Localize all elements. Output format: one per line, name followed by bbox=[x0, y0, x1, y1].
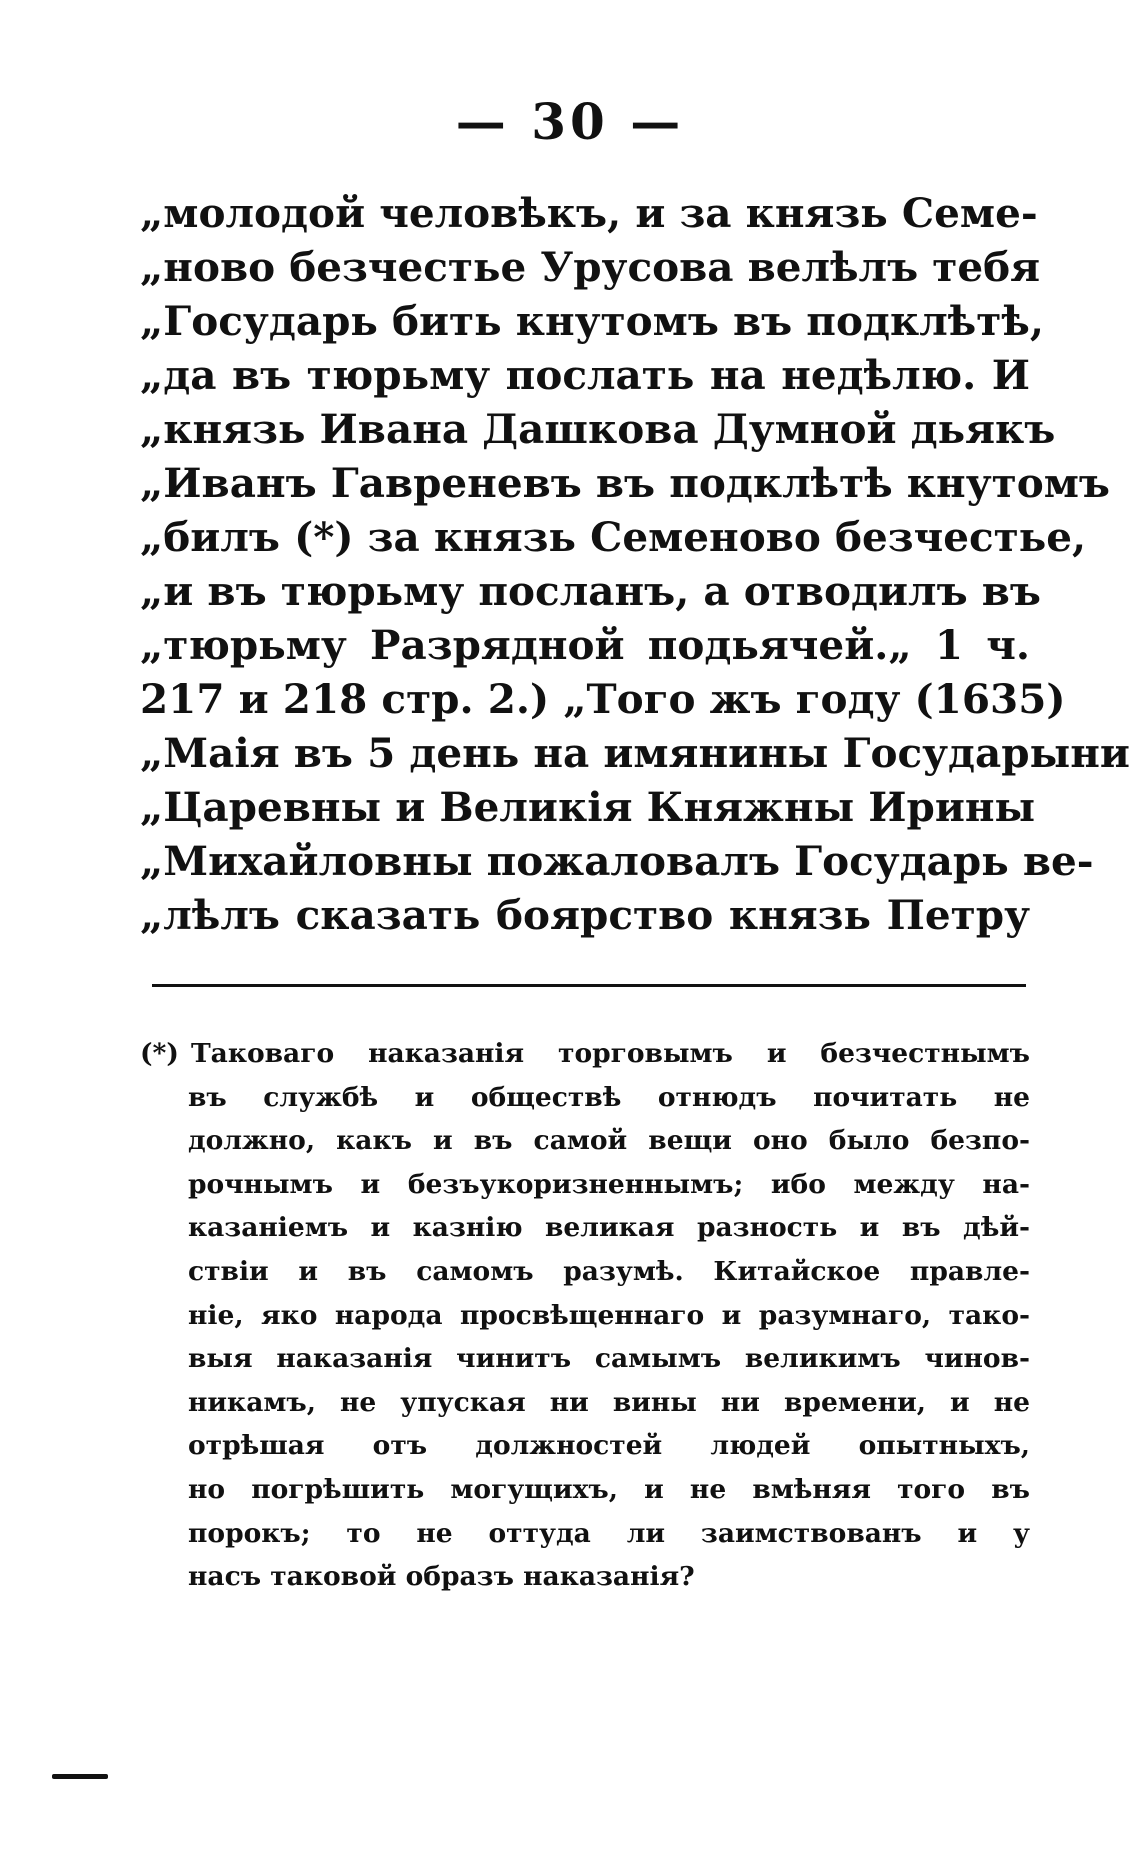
main-text-line: „Михайловны пожаловалъ Государь ве- bbox=[140, 837, 1094, 885]
margin-ink-mark bbox=[52, 1774, 108, 1779]
footnote-line: рочнымъ и безъукоризненнымъ; ибо между на- bbox=[188, 1168, 1030, 1200]
footnote-line: въ службѣ и обществѣ отнюдъ почитать не bbox=[188, 1081, 1030, 1113]
main-text-line: „князь Ивана Дашкова Думной дьякъ bbox=[140, 405, 1056, 453]
main-text-line: „билъ (*) за князь Семеново безчестье, bbox=[140, 513, 1087, 561]
main-text-line: „Государь бить кнутомъ въ подклѣтѣ, bbox=[140, 297, 1044, 345]
main-text-line: „Маія въ 5 день на имянины Государыни bbox=[140, 729, 1130, 777]
footnote-line: ніе, яко народа просвѣщеннаго и разумнаго, тако- bbox=[188, 1299, 1030, 1331]
footnote-mark: (*) bbox=[140, 1038, 179, 1069]
footnote-block bbox=[140, 1032, 1030, 1599]
main-text-line: „молодой человѣкъ, и за князь Семе- bbox=[140, 189, 1038, 237]
footnote-line: никамъ, не упуская ни вины ни времени, и не bbox=[188, 1386, 1030, 1418]
page-number: — 30 — bbox=[455, 92, 685, 151]
footnote-divider bbox=[152, 984, 1026, 987]
footnote-line: должно, какъ и въ самой вещи оно было безпо- bbox=[188, 1125, 1030, 1157]
footnote-line: порокъ; то не оттуда ли заимствованъ и у bbox=[188, 1517, 1030, 1549]
main-text-line: „и въ тюрьму посланъ, а отводилъ въ bbox=[140, 567, 1041, 615]
footnote-line: казаніемъ и казнію великая разность и въ дѣй- bbox=[188, 1212, 1030, 1244]
footnote-line: отрѣшая отъ должностей людей опытныхъ, bbox=[188, 1430, 1030, 1462]
main-text-line: 217 и 218 стр. 2.) „Того жъ году (1635) bbox=[140, 675, 1066, 723]
main-text-line: „ново безчестье Урусова велѣлъ тебя bbox=[140, 243, 1041, 291]
main-text-line: „да въ тюрьму послать на недѣлю. И bbox=[140, 351, 1030, 399]
main-text-block bbox=[140, 186, 1130, 942]
footnote-line: ствіи и въ самомъ разумѣ. Китайское правле- bbox=[188, 1255, 1030, 1287]
main-text-line: „Царевны и Великія Княжны Ирины bbox=[140, 783, 1036, 831]
main-text-line: „тюрьму Разрядной подьячей.„ 1 ч. bbox=[140, 621, 1030, 669]
main-text-line: „Иванъ Гавреневъ въ подклѣтѣ кнутомъ bbox=[140, 459, 1110, 507]
footnote-line: но погрѣшить могущихъ, и не вмѣняя того въ bbox=[188, 1473, 1030, 1505]
footnote-line: насъ таковой образъ наказанія? bbox=[188, 1561, 695, 1593]
footnote-line-text: Таковаго наказанія торговымъ и безчестнымъ bbox=[190, 1038, 1030, 1069]
footnote-line bbox=[140, 1032, 1030, 1076]
main-text-line: „лѣлъ сказать боярство князь Петру bbox=[140, 891, 1030, 939]
footnote-line: выя наказанія чинитъ самымъ великимъ чинов- bbox=[188, 1343, 1030, 1375]
